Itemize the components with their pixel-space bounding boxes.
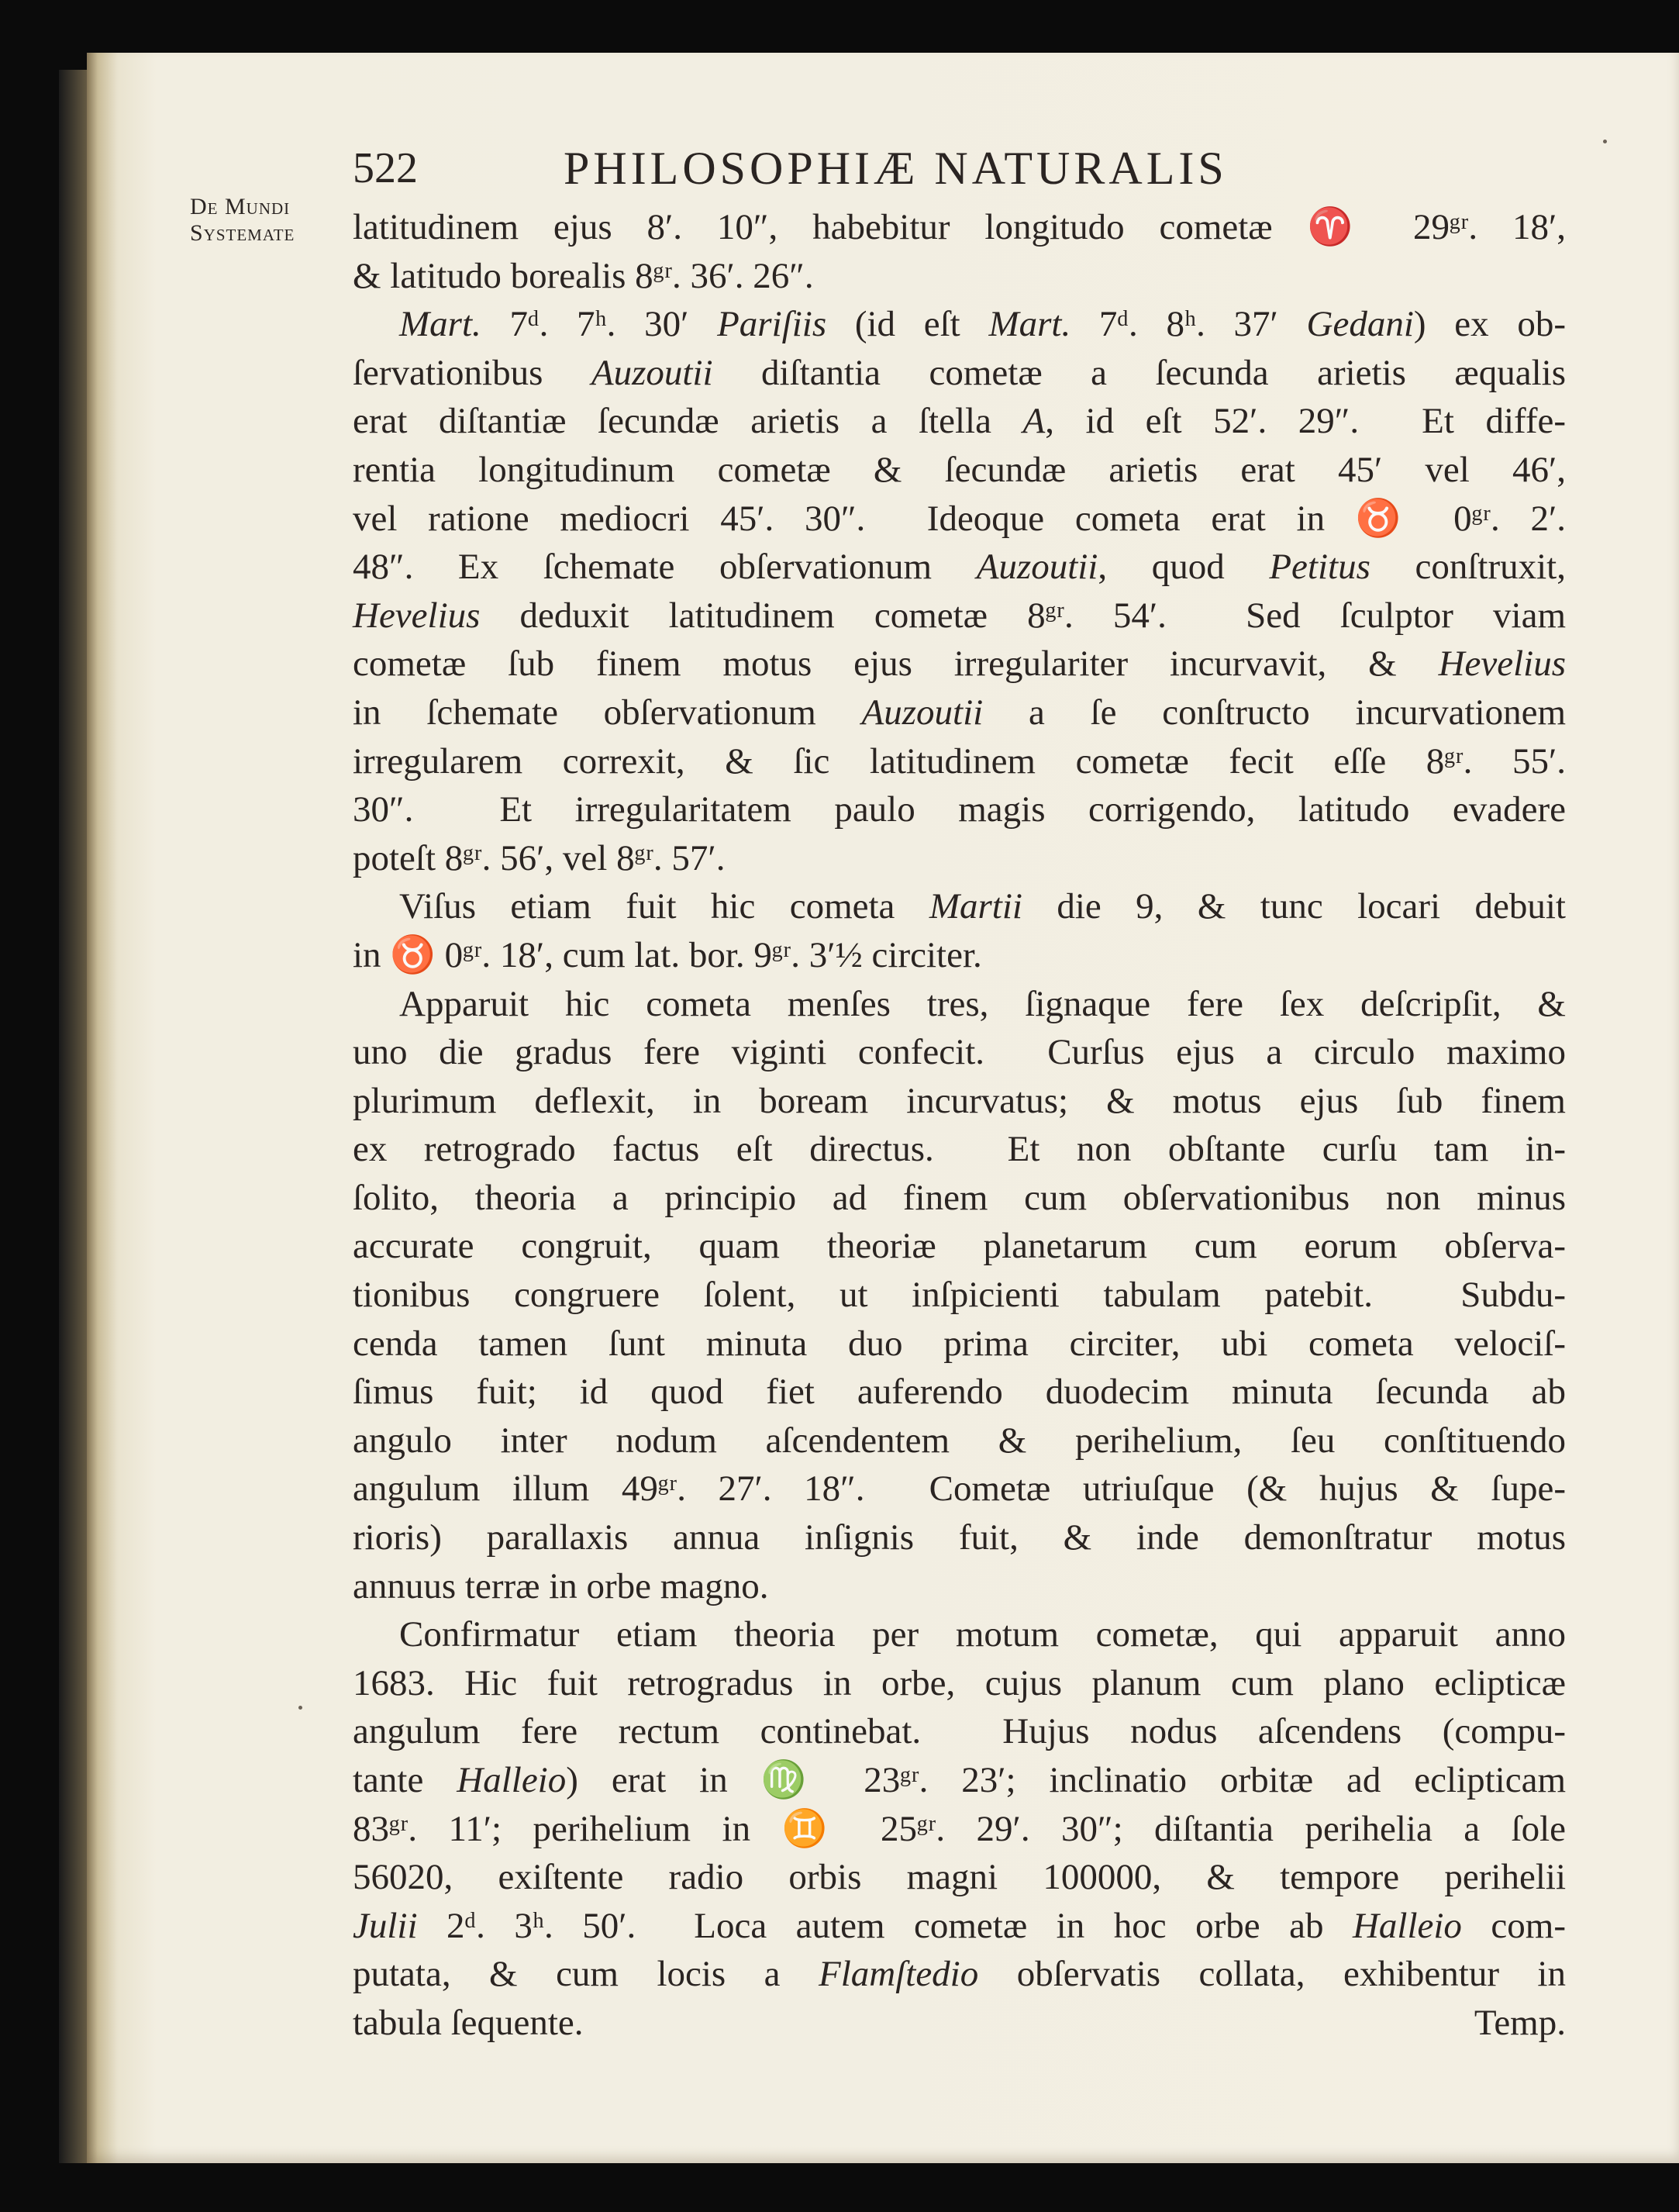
text-line xyxy=(353,1077,1566,1126)
text-run: ) erat in ♍ 23ᵍʳ. 23′; inclinatio orbitæ ad eclipticam xyxy=(566,1760,1566,1800)
text-line xyxy=(353,980,1566,1029)
text-line xyxy=(353,1805,1566,1854)
running-head xyxy=(353,143,1577,205)
italic-text: Pariſiis xyxy=(717,304,827,345)
text-run: cometæ ſub finem motus ejus irregulariter incurvavit, & xyxy=(353,644,1439,685)
italic-text: Hevelius xyxy=(1438,644,1566,685)
text-line xyxy=(353,1271,1566,1320)
text-run: tionibus congruere ſolent, ut inſpicienti tabulam patebit. Subdu- xyxy=(353,1275,1566,1316)
italic-text: Auzoutii xyxy=(591,352,713,393)
text-run: conſtruxit, xyxy=(1370,547,1566,588)
text-run: 56020, exiſtente radio orbis magni 100000, & tempore perihelii xyxy=(353,1857,1566,1898)
text-line xyxy=(353,300,1566,349)
text-line xyxy=(353,1659,1566,1708)
text-line xyxy=(353,446,1566,495)
text-line xyxy=(353,1320,1566,1368)
text-run: ) ex ob- xyxy=(1413,304,1566,345)
italic-text: Gedani xyxy=(1306,304,1414,345)
text-run: Apparuit hic cometa menſes tres, ſignaque fere ſex deſcripſit, & xyxy=(399,983,1566,1024)
text-run: accurate congruit, quam theoriæ planetarum cum eorum obſerva- xyxy=(353,1226,1566,1267)
text-line xyxy=(353,1707,1566,1756)
text-line xyxy=(353,688,1566,737)
text-line xyxy=(353,252,1566,301)
margin-note xyxy=(190,194,295,247)
text-run: in ſchemate obſervationum xyxy=(353,692,862,733)
italic-text: Martii xyxy=(929,886,1022,927)
text-line xyxy=(353,1028,1566,1077)
speck xyxy=(298,1706,302,1710)
text-line xyxy=(353,1417,1566,1465)
text-run: ex retrogrado factus eſt directus. Et non obſtante curſu tam in- xyxy=(353,1129,1566,1170)
text-run: poteſt 8ᵍʳ. 56′, vel 8ᵍʳ. 57′. xyxy=(353,837,726,878)
text-run: angulum illum 49ᵍʳ. 27′. 18″. Cometæ utriuſque (& hujus & ſupe- xyxy=(353,1468,1566,1510)
text-run: 83ᵍʳ. 11′; perihelium in ♊ 25ᵍʳ. 29′. 30″; diſtantia perihelia a ſole xyxy=(353,1808,1566,1849)
text-line xyxy=(353,1222,1566,1271)
text-line xyxy=(353,1562,1566,1611)
text-line xyxy=(353,1999,1566,2048)
body-text xyxy=(353,203,1566,2048)
text-run: die 9, & tunc locari debuit xyxy=(1022,886,1566,927)
running-title: PHILOSOPHIÆ NATURALIS xyxy=(564,143,1228,194)
text-run: Viſus etiam fuit hic cometa xyxy=(399,886,929,927)
text-run: & latitudo borealis 8ᵍʳ. 36′. 26″. xyxy=(353,255,814,296)
text-line xyxy=(353,1756,1566,1805)
text-line xyxy=(353,931,1566,980)
text-run: latitudinem ejus 8′. 10″, habebitur longitudo cometæ ♈ 29ᵍʳ. 18′, xyxy=(353,207,1566,247)
text-run: in ♉ 0ᵍʳ. 18′, cum lat. bor. 9ᵍʳ. 3′½ circiter. xyxy=(353,934,982,975)
text-run: rentia longitudinum cometæ & ſecundæ arietis erat 45′ vel 46′, xyxy=(353,449,1566,490)
text-run: angulo inter nodum aſcendentem & perihelium, ſeu conſtituendo xyxy=(353,1420,1566,1461)
text-run: tante xyxy=(353,1760,457,1800)
text-run: cenda tamen ſunt minuta duo prima circiter, ubi cometa velociſ- xyxy=(353,1323,1566,1364)
book-gutter-shadow xyxy=(59,70,90,2163)
text-line xyxy=(353,785,1566,834)
italic-text: A xyxy=(1022,401,1046,442)
text-line xyxy=(353,1853,1566,1902)
text-run: 7ᵈ. 7ʰ. 30′ xyxy=(481,304,718,345)
text-run: irregularem correxit, & ſic latitudinem cometæ fecit eſſe 8ᵍʳ. 55′. xyxy=(353,740,1566,782)
text-run: diſtantia cometæ a ſecunda arietis æqualis xyxy=(712,352,1567,393)
text-run: deduxit latitudinem cometæ 8ᵍʳ. 54′. Sed ſculptor viam xyxy=(480,595,1566,636)
italic-text: Halleio xyxy=(457,1760,567,1800)
italic-text: Halleio xyxy=(1352,1905,1462,1946)
text-run: putata, & cum locis a xyxy=(353,1954,819,1995)
text-run: (id eſt xyxy=(826,304,989,345)
italic-text: Auzoutii xyxy=(976,547,1098,588)
text-line xyxy=(353,349,1566,398)
text-run: uno die gradus fere viginti confecit. Curſus ejus a circulo maximo xyxy=(353,1032,1566,1073)
text-run: annuus terræ in orbe magno. xyxy=(353,1565,769,1606)
text-run: , id eſt 52′. 29″. Et diffe- xyxy=(1045,401,1567,442)
page-number: 522 xyxy=(353,144,418,192)
italic-text: Petitus xyxy=(1269,547,1370,588)
text-line xyxy=(353,543,1566,592)
text-run: erat diſtantiæ ſecundæ arietis a ſtella xyxy=(353,401,1023,442)
text-run: com- xyxy=(1461,1905,1566,1946)
text-run: tabula ſequente. xyxy=(353,2002,584,2043)
text-run: 7ᵈ. 8ʰ. 37′ xyxy=(1070,304,1307,345)
text-run: ſervationibus xyxy=(353,352,591,393)
text-line xyxy=(353,1368,1566,1417)
text-run: 48″. Ex ſchemate obſervationum xyxy=(353,547,977,588)
text-run: obſervatis collata, exhibentur in xyxy=(978,1954,1566,1995)
italic-text: Mart. xyxy=(399,304,481,345)
text-line xyxy=(353,737,1566,786)
text-run: plurimum deflexit, in boream incurvatus; & motus ejus ſub finem xyxy=(353,1080,1566,1121)
text-line xyxy=(353,495,1566,544)
text-line xyxy=(353,397,1566,446)
margin-note-line: De Mundi xyxy=(190,194,291,219)
text-run: vel ratione mediocri 45′. 30″. Ideoque cometa erat in ♉ 0ᵍʳ. 2′. xyxy=(353,498,1566,539)
italic-text: Auzoutii xyxy=(861,692,984,733)
italic-text: Hevelius xyxy=(353,595,481,636)
catchword: Temp. xyxy=(1474,2002,1566,2043)
italic-text: Julii xyxy=(353,1905,418,1946)
text-run: rioris) parallaxis annua inſignis fuit, & inde demonſtratur motus xyxy=(353,1517,1566,1558)
text-line xyxy=(353,1174,1566,1223)
text-line xyxy=(353,1513,1566,1562)
text-run: a ſe conſtructo incurvationem xyxy=(983,692,1567,733)
text-line xyxy=(353,834,1566,883)
text-run: ſimus fuit; id quod fiet auferendo duodecim minuta ſecunda ab xyxy=(353,1372,1566,1413)
text-line xyxy=(353,1902,1566,1951)
margin-note-line: Systemate xyxy=(190,220,295,246)
text-line xyxy=(353,640,1566,688)
text-line xyxy=(353,882,1566,931)
text-run: angulum fere rectum continebat. Hujus nodus aſcendens (compu- xyxy=(353,1711,1566,1752)
text-line xyxy=(353,203,1566,252)
text-run: ſolito, theoria a principio ad finem cum obſervationibus non minus xyxy=(353,1177,1566,1218)
text-line xyxy=(353,1950,1566,1999)
text-line xyxy=(353,592,1566,640)
text-run: 1683. Hic fuit retrogradus in orbe, cujus planum cum plano eclipticæ xyxy=(353,1662,1566,1703)
text-line xyxy=(353,1125,1566,1174)
text-run: , quod xyxy=(1098,547,1270,588)
italic-text: Flamſtedio xyxy=(819,1954,979,1995)
text-line xyxy=(353,1465,1566,1513)
text-line xyxy=(353,1610,1566,1659)
speck xyxy=(1603,140,1607,143)
text-run: Confirmatur etiam theoria per motum cometæ, qui apparuit anno xyxy=(399,1614,1566,1655)
text-run: 30″. Et irregularitatem paulo magis corrigendo, latitudo evadere xyxy=(353,789,1566,830)
italic-text: Mart. xyxy=(988,304,1071,345)
text-run: 2ᵈ. 3ʰ. 50′. Loca autem cometæ in hoc orbe ab xyxy=(417,1905,1353,1946)
